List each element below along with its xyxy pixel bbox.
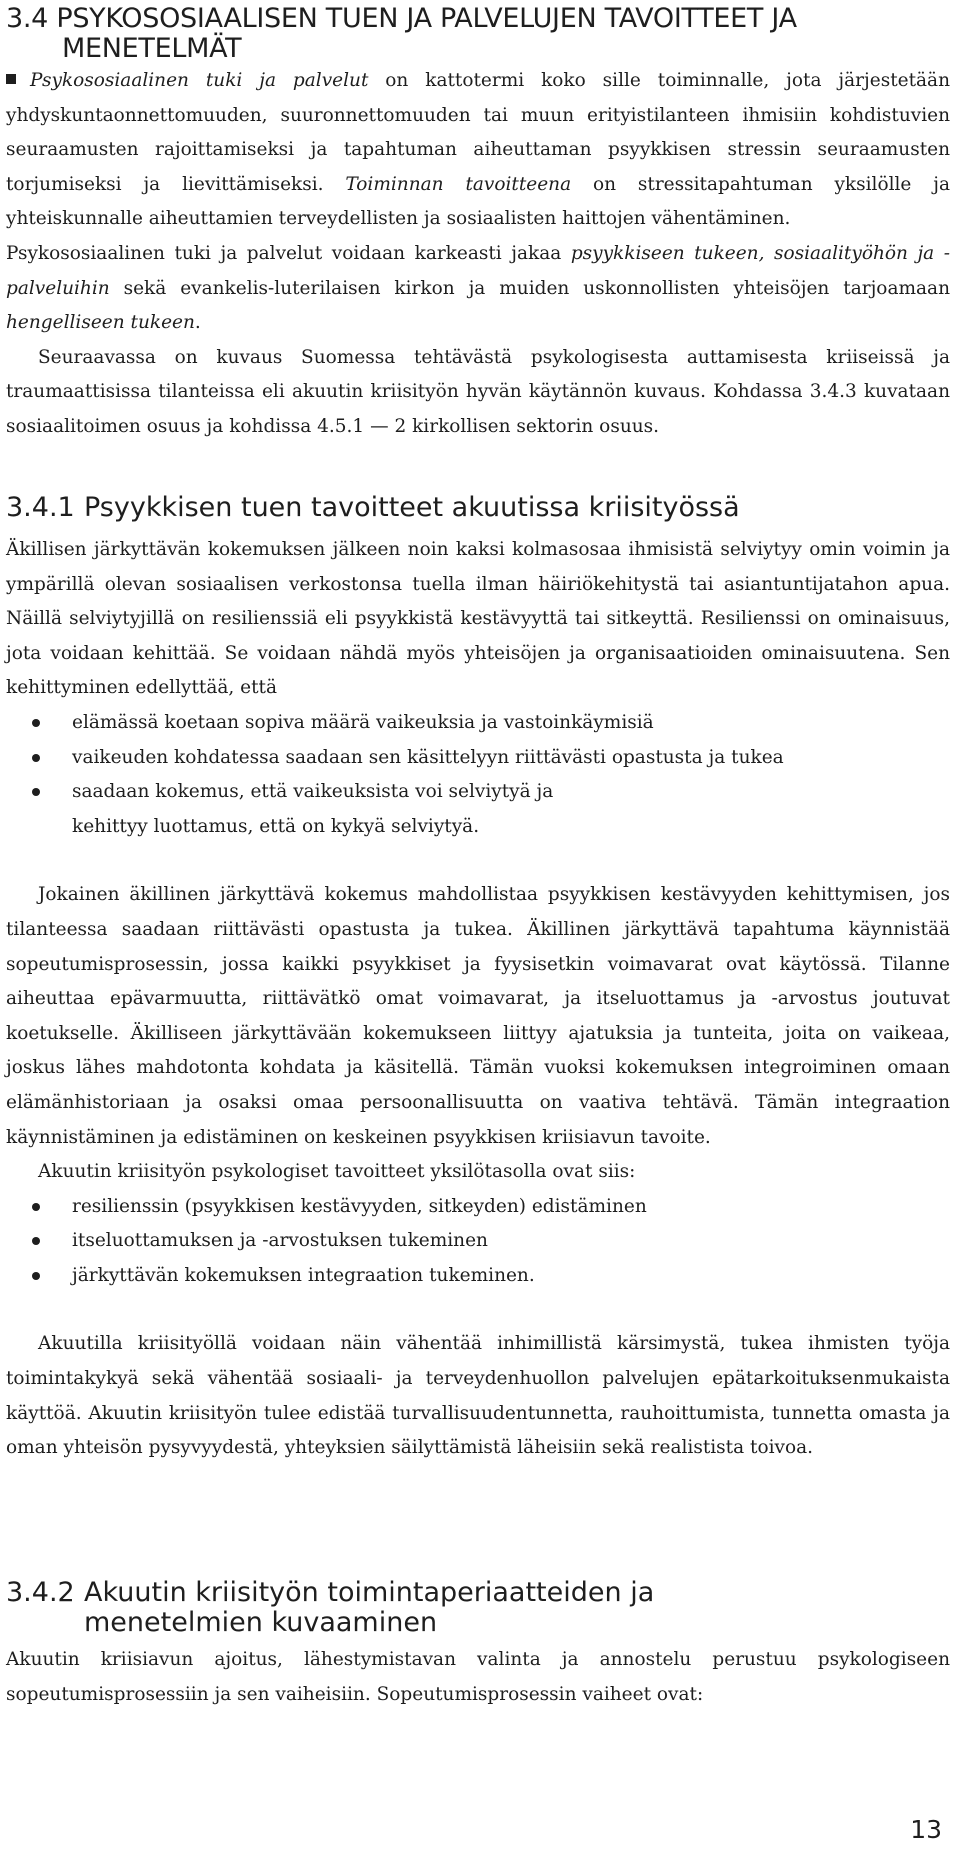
resilience-conditions-list <box>6 706 950 844</box>
intro-p2-term-b: hengelliseen tukeen <box>6 312 195 334</box>
list-item-text: vaikeuden kohdatessa saadaan sen käsittelyyn riittävästi opastusta ja tukea <box>72 746 784 768</box>
list-item <box>6 1224 950 1259</box>
subsection-title-2-line-1: Akuutin kriisityön toimintaperiaatteiden ja <box>84 1577 655 1608</box>
intro-p2-text-b: sekä evankelis-luterilaisen kirkon ja muiden uskonnollisten yhteisöjen tarjoamaan <box>109 277 950 299</box>
intro-paragraph-3: Seuraavassa on kuvaus Suomessa tehtävästä psykologisesta auttamisesta kriiseissä ja traumaattisissa tilanteissa eli akuutin kriisityön hyvän käytännön kuvaus. Kohdassa 3.4.3 kuvataan sosiaalitoimen osuus ja kohdissa 4.5.1 — 2 kirkollisen sektorin osuus. <box>6 346 950 437</box>
bullet-icon <box>32 1272 40 1280</box>
intro-text-b: on stressitapahtuman yksilölle ja yhteiskunnalle aiheuttamien terveydellisten ja sosiaalisten haittojen vähentäminen. <box>6 173 950 230</box>
subsection-1-body <box>6 533 950 1466</box>
intro-text-a: on kattotermi koko sille toiminnalle, jota järjestetään yhdyskuntaonnettomuuden, suuronnettomuuden tai muun erityistilanteen ihmisiin kohdistuvien seuraamusten rajoittamiseksi ja tapahtuman aiheuttaman psyykkisen stressin seuraamusten torjumiseksi ja lievittämiseksi. <box>6 70 950 195</box>
intro-p2-text-c: . <box>194 312 201 334</box>
square-bullet-icon <box>6 74 16 84</box>
subsection-heading-1 <box>6 493 740 523</box>
bullet-icon <box>32 1237 40 1245</box>
list-item <box>6 741 950 776</box>
subsection-title-2 <box>84 1578 654 1638</box>
intro-p2-text-a: Psykososiaalinen tuki ja palvelut voidaan karkeasti jakaa <box>6 242 571 264</box>
subsection-title-1: Psyykkisen tuen tavoitteet akuutissa kriisityössä <box>84 492 740 523</box>
subsection-title-2-line-2: menetelmien kuvaaminen <box>84 1607 438 1638</box>
section-number: 3.4 <box>6 3 49 34</box>
bullet-icon <box>32 719 40 727</box>
list-item-text: resilienssin (psyykkisen kestävyyden, sitkeyden) edistäminen <box>72 1195 647 1217</box>
list-item <box>6 775 950 844</box>
section-title: PSYKOSOSIAALISEN TUEN JA PALVELUJEN TAVOITTEET JA MENETELMÄT <box>56 3 797 64</box>
sub1-paragraph-2: Jokainen äkillinen järkyttävä kokemus mahdollistaa psyykkisen kestävyyden kehittymisen, jos tilanteessa saadaan riittävästi opastusta ja tukea. Äkillinen järkyttävä tapahtuma käynnistää sopeutumisprosessin, jossa kaikki psyykkiset ja fyysisetkin voimavarat ovat käytössä. Tilanne aiheuttaa epävarmuutta, riittävätkö omat voimavarat, ja itseluottamus ja -arvostus joutuvat koetukselle. Äkilliseen järkyttävään kokemukseen liittyy ajatuksia ja tunteita, joita on vaikeaa, joskus lähes mahdotonta kohdata ja käsitellä. Tämän vuoksi kokemuksen integroiminen omaan elämänhistoriaan ja osaksi omaa persoonallisuutta on vaativa tehtävä. Tämän integraation käynnistäminen ja edistäminen on keskeinen psyykkisen kriisiavun tavoite. <box>6 884 950 1148</box>
subsection-2-body <box>6 1643 950 1712</box>
intro-term-goal: Toiminnan tavoitteena <box>345 173 572 195</box>
intro-paragraph-1 <box>6 64 950 237</box>
intro-term-psychosocial: Psykososiaalinen tuki ja palvelut <box>30 70 369 91</box>
bullet-icon <box>32 788 40 796</box>
intro-p2-term-a: psyykkiseen tukeen, sosiaalityöhön ja -palveluihin <box>6 242 950 299</box>
intro-block <box>6 64 950 445</box>
document-page <box>6 0 952 1870</box>
subsection-number-1: 3.4.1 <box>6 492 75 523</box>
subsection-number-2: 3.4.2 <box>6 1577 75 1608</box>
list-item-text: elämässä koetaan sopiva määrä vaikeuksia ja vastoinkäymisiä <box>72 711 654 733</box>
list-item <box>6 1259 950 1294</box>
section-heading <box>6 4 952 64</box>
sub1-paragraph-1: Äkillisen järkyttävän kokemuksen jälkeen noin kaksi kolmasosaa ihmisistä selviytyy omin voimin ja ympärillä olevan sosiaalisen verkostonsa tuella ilman häiriökehitystä tai asiantuntijatahon apua. Näillä selviytyjillä on resilienssiä eli psyykkistä kestävyyttä tai sitkeyttä. Resilienssi on ominaisuus, jota voidaan kehittää. Se voidaan nähdä myös yhteisöjen ja organisaatioiden ominaisuutena. Sen kehittyminen edellyttää, että <box>6 539 950 699</box>
bullet-icon <box>32 1203 40 1211</box>
subsection-heading-2 <box>6 1578 654 1638</box>
sub1-paragraph-3: Akuutin kriisityön psykologiset tavoitteet yksilötasolla ovat siis: <box>38 1161 636 1183</box>
psychological-goals-list <box>6 1190 950 1294</box>
intro-paragraph-2 <box>6 237 950 341</box>
section-heading-text <box>6 4 952 64</box>
list-item <box>6 706 950 741</box>
bullet-icon <box>32 754 40 762</box>
sub1-paragraph-4: Akuutilla kriisityöllä voidaan näin vähentää inhimillistä kärsimystä, tukea ihmisten työja toimintakykyä sekä vähentää sosiaali- ja terveydenhuollon palvelujen epätarkoituksenmukaista käyttöä. Akuutin kriisityön tulee edistää turvallisuudentunnetta, rauhoittumista, tunnetta omasta ja oman yhteisön pysyvyydestä, yhteyksien säilyttämistä läheisiin sekä realistista toivoa. <box>6 1333 950 1459</box>
list-item-text: itseluottamuksen ja -arvostuksen tukeminen <box>72 1230 488 1252</box>
list-item <box>6 1190 950 1225</box>
list-item-text: järkyttävän kokemuksen integraation tukeminen. <box>72 1264 535 1286</box>
sub2-paragraph-1: Akuutin kriisiavun ajoitus, lähestymistavan valinta ja annostelu perustuu psykologiseen sopeutumisprosessiin ja sen vaiheisiin. Sopeutumisprosessin vaiheet ovat: <box>6 1649 950 1705</box>
page-number: 13 <box>910 1815 942 1844</box>
list-item-text: saadaan kokemus, että vaikeuksista voi selviytyä ja kehittyy luottamus, että on kykyä selviytyä. <box>72 781 554 837</box>
